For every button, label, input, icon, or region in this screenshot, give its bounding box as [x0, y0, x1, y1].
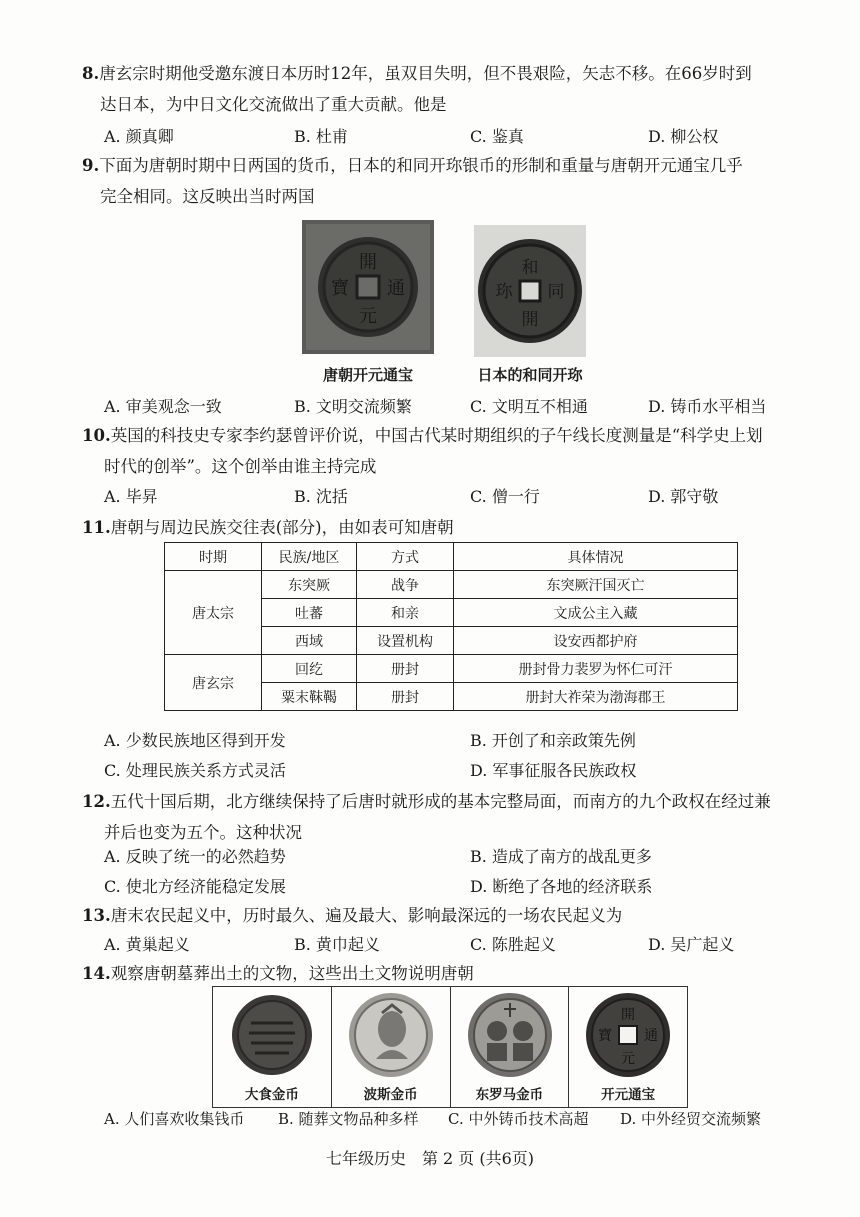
- wado-coin-image: [474, 225, 586, 357]
- coin-caption: 波斯金币: [363, 1087, 418, 1103]
- question-text: 唐玄宗时期他受邀东渡日本历时12年，虽双目失明，但不畏艰险，矢志不移。在66岁时到: [99, 64, 752, 83]
- svg-text:元: 元: [359, 306, 377, 327]
- kaiyuan-coin-image: [302, 220, 434, 354]
- svg-text:通: 通: [387, 278, 405, 299]
- option-a[interactable]: A. 审美观念一致: [104, 397, 222, 416]
- option-c[interactable]: C. 文明互不相通: [470, 397, 588, 416]
- option-d[interactable]: D. 军事征服各民族政权: [470, 761, 637, 780]
- table-cell: 粟末靺鞨: [262, 683, 357, 711]
- question-9: [82, 150, 802, 212]
- svg-text:珎: 珎: [495, 282, 513, 302]
- table-header: 时期: [165, 543, 262, 571]
- svg-text:同: 同: [547, 282, 565, 302]
- svg-text:開: 開: [359, 252, 377, 273]
- options-14: [104, 1108, 794, 1138]
- option-c[interactable]: C. 处理民族关系方式灵活: [104, 761, 286, 780]
- question-text: 五代十国后期，北方继续保持了后唐时就形成的基本完整局面，而南方的九个政权在经过兼: [110, 792, 771, 811]
- table-cell: 回纥: [262, 655, 357, 683]
- table-row: [165, 571, 738, 599]
- table-row: [165, 655, 738, 683]
- coin-caption: 东罗马金币: [475, 1087, 544, 1103]
- coin-cell-byzantine: [451, 987, 570, 1107]
- question-number: 9.: [82, 156, 100, 175]
- option-d[interactable]: D. 断绝了各地的经济联系: [470, 877, 653, 896]
- table-cell: 册封: [357, 655, 454, 683]
- question-12: [82, 786, 802, 848]
- option-a[interactable]: A. 颜真卿: [104, 127, 174, 146]
- options-10: [104, 484, 804, 514]
- question-text: 英国的科技史专家李约瑟曾评价说，中国古代某时期组织的子午线长度测量是“科学史上划: [110, 426, 763, 445]
- options-11-row2: [104, 758, 804, 788]
- question-text: 达日本，为中日文化交流做出了重大贡献。他是: [100, 95, 447, 114]
- coin-caption: 大食金币: [244, 1087, 299, 1103]
- question-text: 唐朝与周边民族交往表(部分)，由如表可知唐朝: [110, 518, 454, 537]
- option-c[interactable]: C. 鉴真: [470, 127, 524, 146]
- question-10: [82, 420, 802, 482]
- table-header: 具体情况: [454, 543, 738, 571]
- option-a[interactable]: A. 反映了统一的必然趋势: [104, 847, 286, 866]
- option-d[interactable]: D. 吴广起义: [648, 935, 735, 954]
- question-number: 14.: [82, 964, 111, 983]
- table-header-row: [165, 543, 738, 571]
- option-b[interactable]: B. 黄巾起义: [294, 935, 380, 954]
- option-c[interactable]: C. 僧一行: [470, 487, 540, 506]
- table-cell: 文成公主入藏: [454, 599, 738, 627]
- question-text: 并后也变为五个。这种状况: [104, 823, 302, 842]
- option-b[interactable]: B. 造成了南方的战乱更多: [470, 847, 652, 866]
- question-text: 完全相同。这反映出当时两国: [100, 187, 315, 206]
- page-footer: 七年级历史 第 2 页 (共6页): [325, 1149, 535, 1168]
- coin-cell-kaiyuan: [569, 987, 687, 1107]
- svg-text:寶: 寶: [331, 278, 349, 299]
- question-14: [82, 958, 802, 989]
- svg-text:開: 開: [521, 310, 539, 330]
- coin-caption: 开元通宝: [601, 1087, 656, 1103]
- table-cell: 册封骨力裴罗为怀仁可汗: [454, 655, 738, 683]
- table-cell: 战争: [357, 571, 454, 599]
- option-d[interactable]: D. 铸币水平相当: [648, 397, 767, 416]
- option-a[interactable]: A. 人们喜欢收集钱币: [104, 1110, 245, 1128]
- svg-text:元: 元: [621, 1051, 636, 1067]
- question-number: 8.: [82, 64, 100, 83]
- question-number: 10.: [82, 426, 111, 445]
- question-number: 11.: [82, 518, 111, 537]
- option-c[interactable]: C. 中外铸币技术高超: [448, 1110, 589, 1128]
- question-text: 时代的创举”。这个创举由谁主持完成: [104, 457, 377, 476]
- svg-text:寶: 寶: [598, 1028, 613, 1044]
- option-a[interactable]: A. 黄巢起义: [104, 935, 190, 954]
- table-cell: 西域: [262, 627, 357, 655]
- table-cell: 册封: [357, 683, 454, 711]
- question-11: [82, 512, 802, 543]
- coin-caption: 日本的和同开珎: [477, 366, 583, 384]
- period-cell: 唐太宗: [165, 571, 262, 655]
- question-text: 唐末农民起义中，历时最久、遍及最大、影响最深远的一场农民起义为: [110, 906, 623, 925]
- option-b[interactable]: B. 开创了和亲政策先例: [470, 731, 636, 750]
- table-header: 方式: [357, 543, 454, 571]
- option-b[interactable]: B. 沈括: [294, 487, 348, 506]
- table-cell: 东突厥汗国灭亡: [454, 571, 738, 599]
- question-text: 观察唐朝墓葬出土的文物，这些出土文物说明唐朝: [110, 964, 474, 983]
- coin-caption: 唐朝开元通宝: [322, 366, 413, 384]
- question-8: [82, 58, 802, 120]
- question-number: 13.: [82, 906, 111, 925]
- table-cell: 吐蕃: [262, 599, 357, 627]
- option-d[interactable]: D. 郭守敬: [648, 487, 719, 506]
- question-13: [82, 900, 802, 931]
- table-header: 民族/地区: [262, 543, 357, 571]
- period-cell: 唐玄宗: [165, 655, 262, 711]
- coin-cell-persia: [332, 987, 451, 1107]
- question-number: 12.: [82, 792, 111, 811]
- svg-text:開: 開: [621, 1007, 636, 1023]
- option-b[interactable]: B. 杜甫: [294, 127, 348, 146]
- coins-strip: [212, 986, 688, 1108]
- table-cell: 设安西都护府: [454, 627, 738, 655]
- ethnic-relations-table: [164, 542, 738, 711]
- svg-text:通: 通: [644, 1028, 659, 1044]
- options-12: [104, 844, 804, 874]
- option-b[interactable]: B. 文明交流频繁: [294, 397, 412, 416]
- options-11: [104, 728, 804, 758]
- option-b[interactable]: B. 随葬文物品种多样: [278, 1110, 419, 1128]
- table-cell: 册封大祚荣为渤海郡王: [454, 683, 738, 711]
- option-d[interactable]: D. 柳公权: [648, 127, 719, 146]
- table-cell: 和亲: [357, 599, 454, 627]
- option-a[interactable]: A. 毕昇: [104, 487, 158, 506]
- coin-cell-dashi: [213, 987, 332, 1107]
- option-a[interactable]: A. 少数民族地区得到开发: [104, 731, 286, 750]
- option-d[interactable]: D. 中外经贸交流频繁: [620, 1110, 762, 1128]
- option-c[interactable]: C. 使北方经济能稳定发展: [104, 877, 286, 896]
- option-c[interactable]: C. 陈胜起义: [470, 935, 556, 954]
- question-text: 下面为唐朝时期中日两国的货币，日本的和同开珎银币的形制和重量与唐朝开元通宝几乎: [99, 156, 743, 175]
- table-cell: 设置机构: [357, 627, 454, 655]
- svg-text:和: 和: [521, 258, 539, 278]
- table-cell: 东突厥: [262, 571, 357, 599]
